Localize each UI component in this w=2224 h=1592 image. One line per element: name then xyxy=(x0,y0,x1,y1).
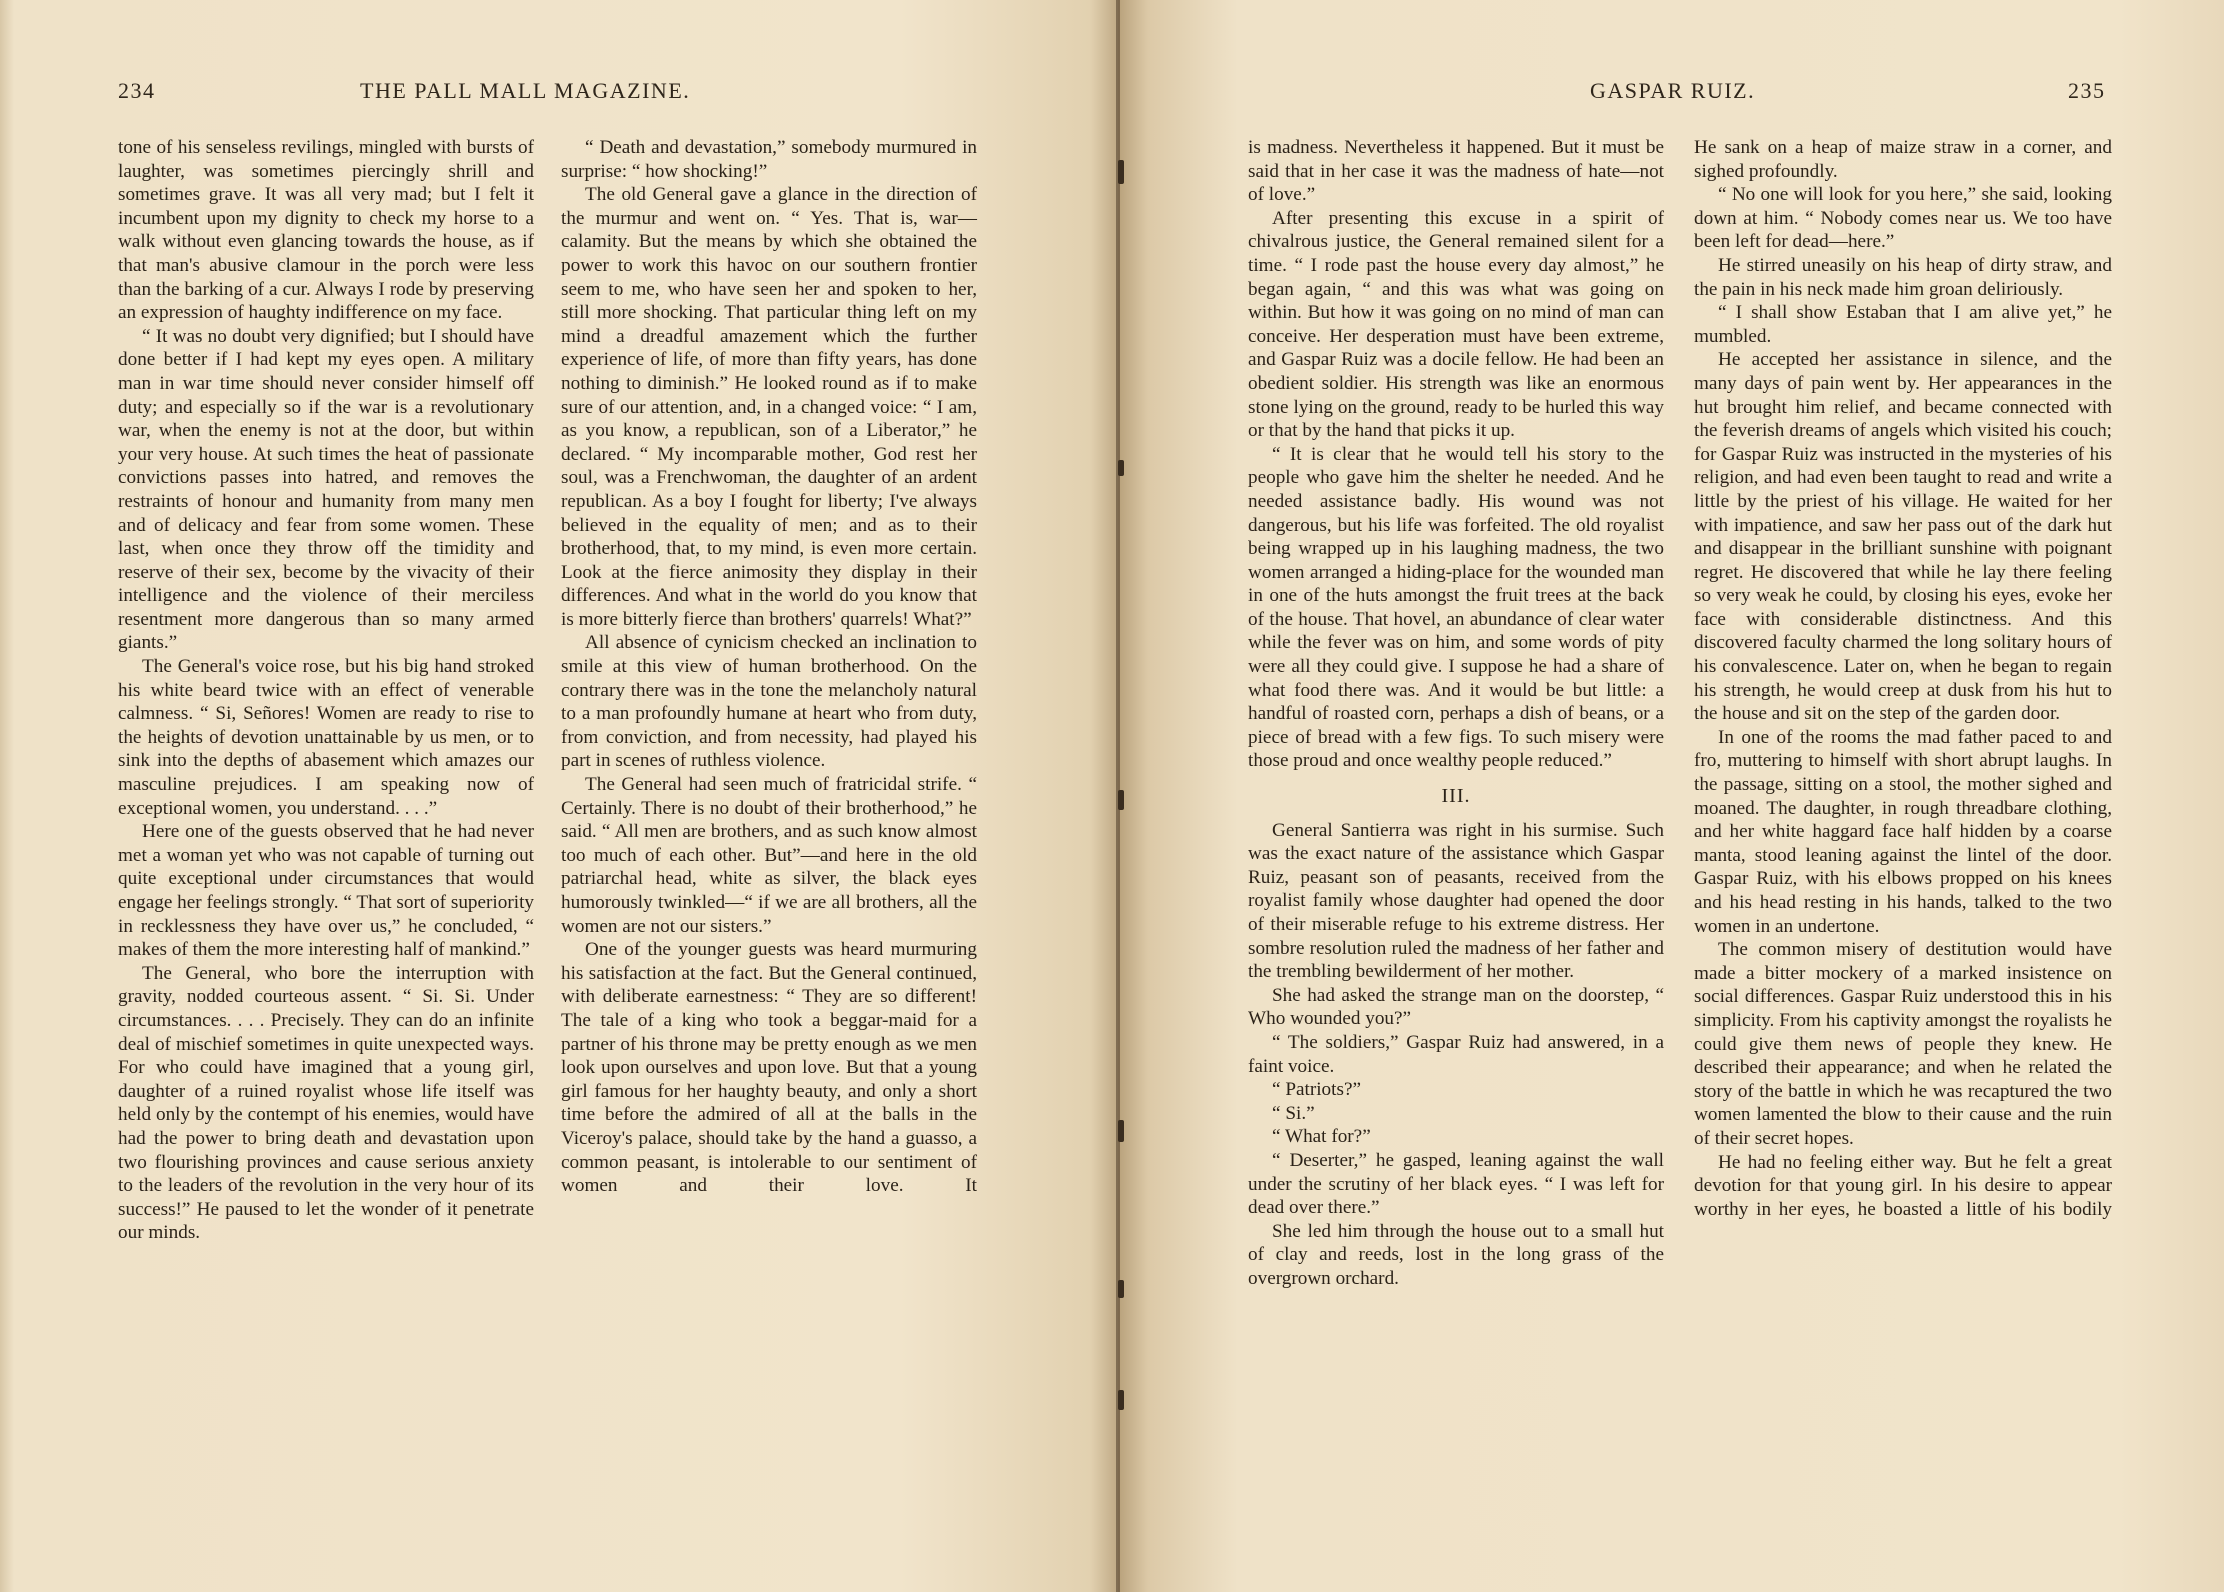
paragraph: The General had seen much of fratricidal strife. “ Certainly. There is no doubt of their brotherhood,” he said. “ All men are brothers, and as such know almost too much of each other. But”—and here in the old patriarchal head, white as silver, the black eyes humorously twinkled—“ if we are all brothers, all the women are not our sisters.” xyxy=(561,774,977,937)
paragraph: “ The soldiers,” Gaspar Ruiz had answered, in a faint voice. xyxy=(1248,1031,1664,1077)
binding-thread-mark xyxy=(1118,1390,1124,1410)
paragraph: “ What for?” xyxy=(1272,1126,1371,1148)
paragraph: She had asked the strange man on the doorstep, “ Who wounded you?” xyxy=(1248,984,1664,1030)
section-heading: III. xyxy=(1441,785,1471,808)
paragraph: The old General gave a glance in the direction of the murmur and went on. “ Yes. That is, war—calamity. But the means by which she obtained the power to work this havoc on our southern frontier seem to me, who have seen her and spoken to her, still more shocking. That particular thing left on my mind a dreadful amazement which the further experience of life, of more than fifty years, has done nothing to diminish.” He looked round as if to make sure of our attention, and, in a changed voice: “ I am, as you know, a republican, son of a Liberator,” he declared. “ My incomparable mother, God rest her soul, was a Frenchwoman, the daughter of an ardent republican. As a boy I fought for liberty; I've always believed in the equality of men; and as to their brotherhood, that, to my mind, is even more certain. Look at the fierce animosity they display in their differences. And what in the world do you know that is more bitterly fierce than brothers' quarrels! What?” xyxy=(561,184,977,630)
paragraph: The General's voice rose, but his big hand stroked his white beard twice with an effect of venerable calmness. “ Si, Señores! Women are ready to rise to the heights of devotion unattainable by us men, or to sink into the depths of abasement which amazes our masculine prejudices. I am speaking now of exceptional women, you understand. . . .” xyxy=(118,656,534,819)
left-page-number: 234 xyxy=(118,78,156,103)
paragraph: Here one of the guests observed that he had never met a woman yet who was not capable of turning out quite exceptional under circumstances that would engage her feelings strongly. “ That sort of superiority in recklessness they have over us,” he concluded, “ makes of them the more interesting half of mankind.” xyxy=(118,821,534,961)
paragraph: “ I shall show Estaban that I am alive yet,” he mumbled. xyxy=(1694,302,2112,347)
binding-thread-mark xyxy=(1118,1280,1124,1298)
paragraph: “ Patriots?” xyxy=(1272,1079,1361,1101)
right-running-head: GASPAR RUIZ. xyxy=(1590,78,1756,103)
paragraph: He had no feeling either way. But he felt a great devotion for that young girl. In his desire to appear worthy in her eyes, he boasted a little of his bodily xyxy=(1694,1151,2112,1220)
paragraph: “ No one will look for you here,” she said, looking down at him. “ Nobody comes near us. We too have been left for dead—here.” xyxy=(1694,184,2112,253)
paragraph: “ Deserter,” he gasped, leaning against the wall under the scrutiny of her black eyes. “ I was left for dead over there.” xyxy=(1248,1149,1664,1219)
paragraph: The General, who bore the interruption with gravity, nodded courteous assent. “ Si. Si. Under circumstances. . . . Precisely. They can do an infinite deal of mischief sometimes in quite unexpected ways. For who could have imagined that a young girl, daughter of a ruined royalist whose life itself was held only by the contempt of his enemies, would have had the power to bring death and devastation upon two flourishing provinces and cause serious anxiety to the leaders of the revolution in the very hour of its success!” He paused to let the wonder of it penetrate our minds. xyxy=(118,962,534,1244)
paragraph: tone of his senseless revilings, mingled with bursts of laughter, was sometimes piercingly shrill and sometimes grave. It was all very mad; but I felt it incumbent upon my dignity to check my horse to a walk without even glancing towards the house, as if that man's abusive clamour in the porch were less than the barking of a cur. Always I rode by preserving an expression of haughty indifference on my face. xyxy=(118,137,534,324)
left-running-head: THE PALL MALL MAGAZINE. xyxy=(360,78,691,103)
binding-thread-mark xyxy=(1118,460,1124,476)
paragraph: After presenting this excuse in a spirit of chivalrous justice, the General remained silent for a time. “ I rode past the house every day almost,” he began again, “ and this was what was going on within. But how it was going on no mind of man can conceive. Her desperation must have been extreme, and Gaspar Ruiz was a docile fellow. He had been an obedient soldier. His strength was like an enormous stone lying on the ground, ready to be hurled this way or that by the hand that picks it up. xyxy=(1248,207,1664,442)
paragraph: “ Si.” xyxy=(1272,1102,1315,1124)
paragraph: “ It is clear that he would tell his story to the people who gave him the shelter he needed. And he needed assistance badly. His wound was not dangerous, but his life was forfeited. The old royalist being wrapped up in his laughing madness, the two women arranged a hiding-place for the wounded man in one of the huts amongst the fruit trees at the back of the house. That hovel, an abundance of clear water while the fever was on him, and some words of pity were all they could give. I suppose he had a share of what food there was. And it would be but little: a handful of roasted corn, perhaps a dish of beans, or a piece of bread with a few figs. To such misery were those proud and once wealthy people reduced.” xyxy=(1248,443,1664,772)
paragraph: General Santierra was right in his surmise. Such was the exact nature of the assistance which Gaspar Ruiz, peasant son of peasants, received from the royalist family whose daughter had opened the door of their miserable refuge to his extreme distress. Her sombre resolution ruled the madness of her father and the trembling bewilderment of her mother. xyxy=(1248,819,1664,983)
paragraph: “ It was no doubt very dignified; but I should have done better if I had kept my eyes open. A military man in war time should never consider himself off duty; and especially so if the war is a revolutionary war, when the enemy is not at the door, but within your very house. At such times the heat of passionate convictions passes into hatred, and removes the restraints of honour and humanity from many men and of delicacy and fear from some women. These last, when once they throw off the timidity and reserve of their sex, become by the vivacity of their intelligence and the violence of their merciless resentment more dangerous than so many armed giants.” xyxy=(118,325,534,654)
paragraph: One of the younger guests was heard murmuring his satisfaction at the fact. But the General continued, with deliberate earnestness: “ They are so different! The tale of a king who took a beggar-maid for a partner of his throne may be pretty enough as we men look upon ourselves and upon love. But that a young girl famous for her haughty beauty, and only a short time before the admired of all at the balls in the Viceroy's palace, should take by the hand a guasso, a common peasant, is intolerable to our sentiment of women and their love. It xyxy=(561,939,977,1197)
paragraph: is madness. Nevertheless it happened. But it must be said that in her case it was the madness of hate—not of love.” xyxy=(1248,137,1664,206)
paragraph: “ Death and devastation,” somebody murmured in surprise: “ how shocking!” xyxy=(561,137,977,182)
right-column-2 xyxy=(1694,136,2112,1221)
right-page-number: 235 xyxy=(2068,78,2106,103)
paragraph: He sank on a heap of maize straw in a corner, and sighed profoundly. xyxy=(1694,137,2112,182)
binding-thread-mark xyxy=(1118,160,1124,184)
paragraph: She led him through the house out to a small hut of clay and reeds, lost in the long grass of the overgrown orchard. xyxy=(1248,1220,1664,1289)
paragraph: In one of the rooms the mad father paced to and fro, muttering to himself with short abrupt laughs. In the passage, sitting on a stool, the mother sighed and moaned. The daughter, in rough threadbare clothing, and her white haggard face half hidden by a coarse manta, stood leaning against the lintel of the door. Gaspar Ruiz, with his elbows propped on his knees and his head resting in his hands, talked to the two women in an undertone. xyxy=(1694,726,2112,937)
binding-thread-mark xyxy=(1118,790,1124,810)
binding-thread-mark xyxy=(1118,1120,1124,1142)
paragraph: He accepted her assistance in silence, and the many days of pain went by. Her appearances in the hut brought him relief, and became connected with the feverish dreams of angels which visited his couch; for Gaspar Ruiz was instructed in the mysteries of his religion, and had even been taught to read and write a little by the priest of his village. He waited for her with impatience, and saw her pass out of the dark hut and disappear in the brilliant sunshine with poignant regret. He discovered that while he lay there feeling so very weak he could, by closing his eyes, evoke her face with considerable distinctness. And this discovered faculty charmed the long solitary hours of his convalescence. Later on, when he began to regain his strength, he would creep at dusk from his hut to the house and sit on the step of the garden door. xyxy=(1694,349,2112,725)
left-column-1 xyxy=(118,136,534,1245)
left-column-2 xyxy=(561,136,977,1198)
paragraph: All absence of cynicism checked an inclination to smile at this view of human brotherhood. On the contrary there was in the tone the melancholy natural to a man profoundly humane at heart who from duty, from conviction, and from necessity, had played his part in scenes of ruthless violence. xyxy=(561,632,977,772)
paragraph: The common misery of destitution would have made a bitter mockery of a marked insistence on social differences. Gaspar Ruiz understood this in his simplicity. From his captivity amongst the royalists he could give them news of people they knew. He described their appearance; and when he related the story of the battle in which he was recaptured the two women lamented the blow to their cause and the ruin of their secret hopes. xyxy=(1694,939,2112,1149)
paragraph: He stirred uneasily on his heap of dirty straw, and the pain in his neck made him groan deliriously. xyxy=(1694,254,2112,300)
right-column-1 xyxy=(1248,136,1664,1291)
